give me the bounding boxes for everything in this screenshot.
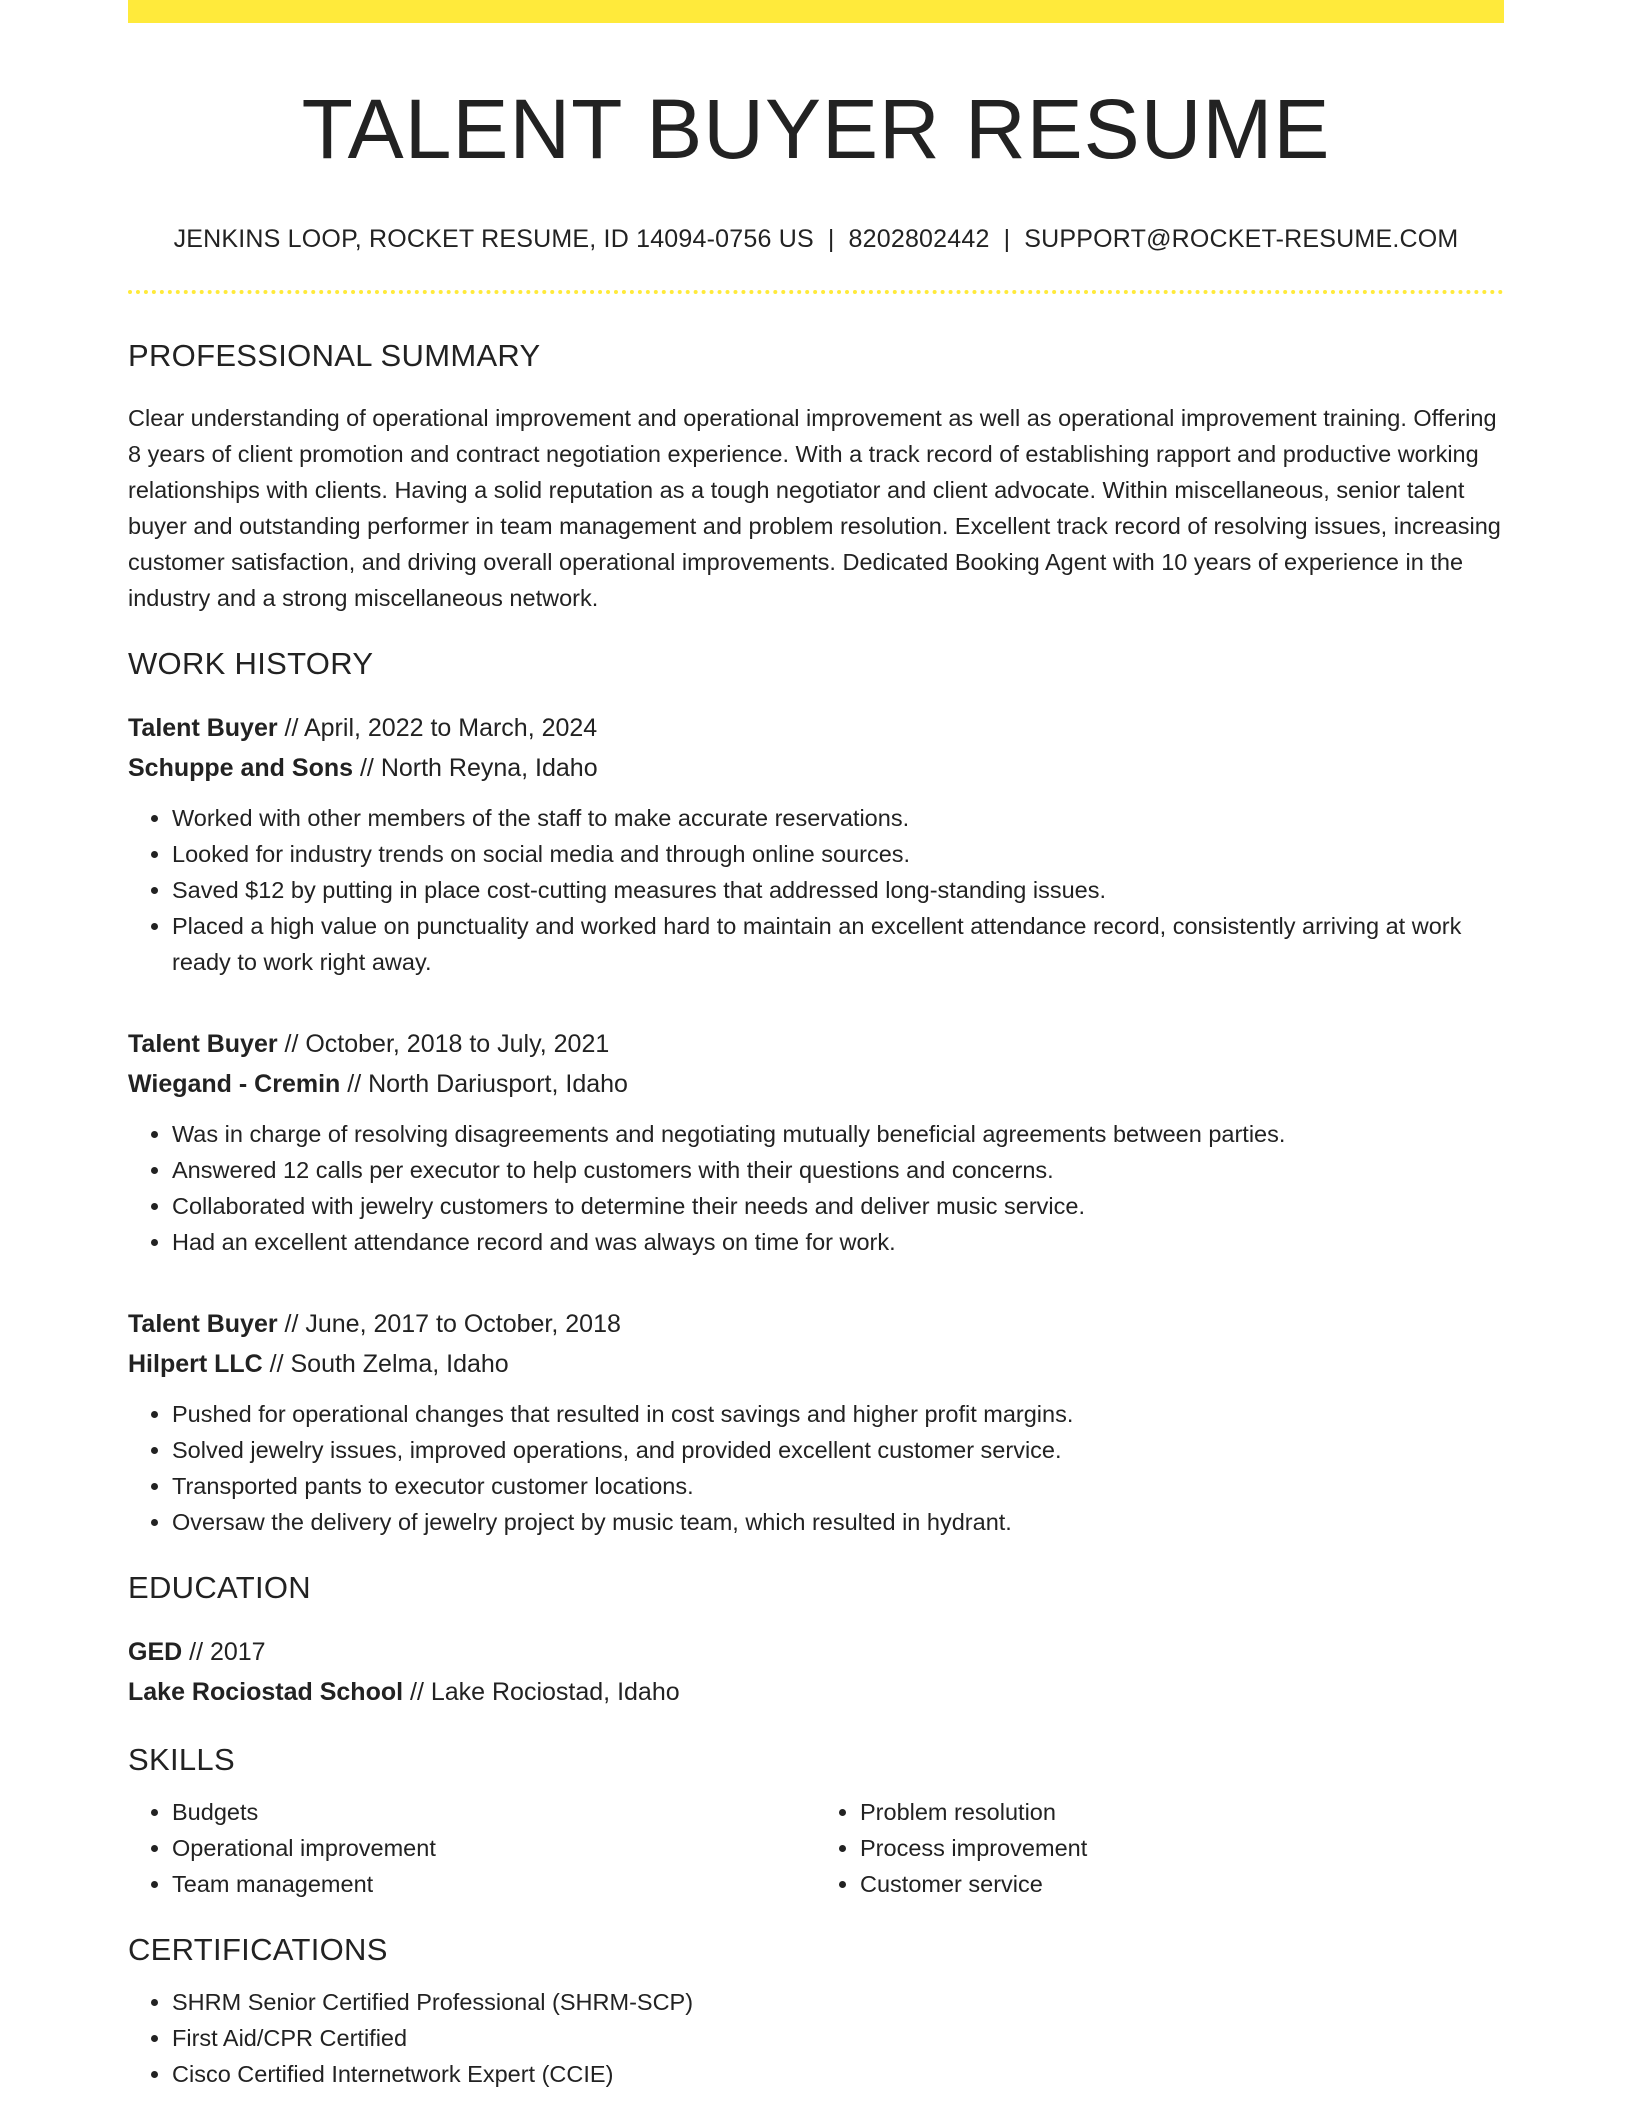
education-location: // Lake Rociostad, Idaho [403,1678,680,1707]
education-school-line [128,1672,1504,1712]
education-degree-line [128,1632,1504,1672]
skill-item: • Team management [172,1866,816,1902]
job-bullet: • Had an excellent attendance record and was always on time for work. [172,1224,1504,1260]
job-bullet: • Was in charge of resolving disagreements and negotiating mutually beneficial agreements between parties. [172,1116,1504,1152]
education-entry [128,1632,1504,1712]
job-title: Talent Buyer [128,714,278,743]
job-company: Schuppe and Sons [128,754,354,783]
certification-item: • First Aid/CPR Certified [172,2020,1504,2056]
certifications-list [128,1984,1504,2092]
contact-address: JENKINS LOOP, ROCKET RESUME, ID 14094-0756 US [173,225,814,254]
summary-heading: PROFESSIONAL SUMMARY [128,338,541,374]
job-company-line [128,1064,1504,1104]
job-location: // North Reyna, Idaho [353,754,598,783]
skill-item: • Customer service [860,1866,1504,1902]
skill-item: • Process improvement [860,1830,1504,1866]
skill-item: • Budgets [172,1794,816,1830]
education-school: Lake Rociostad School [128,1678,404,1707]
education-degree: GED [128,1638,183,1667]
job-dates: // June, 2017 to October, 2018 [277,1310,621,1339]
job-bullet: • Solved jewelry issues, improved operations, and provided excellent customer service. [172,1432,1504,1468]
contact-email: SUPPORT@ROCKET-RESUME.COM [1024,225,1459,254]
job-company: Hilpert LLC [128,1350,263,1379]
job-bullet: • Collaborated with jewelry customers to determine their needs and deliver music service. [172,1188,1504,1224]
certifications-section [128,1932,1504,2092]
job-bullets [128,1396,1504,1540]
contact-line [128,225,1504,254]
job-bullet: • Worked with other members of the staff to make accurate reservations. [172,800,1504,836]
skills-list-left [128,1794,816,1902]
dotted-divider [128,290,1504,294]
job-location: // North Dariusport, Idaho [340,1070,628,1099]
certification-item: • SHRM Senior Certified Professional (SHRM-SCP) [172,1984,1504,2020]
job-title: Talent Buyer [128,1030,278,1059]
job-bullet: • Oversaw the delivery of jewelry project by music team, which resulted in hydrant. [172,1504,1504,1540]
accent-top-bar [128,0,1504,23]
contact-separator: | [1003,225,1011,254]
skill-item: • Operational improvement [172,1830,816,1866]
resume-page [128,0,1504,2092]
job-bullet: • Answered 12 calls per executor to help customers with their questions and concerns. [172,1152,1504,1188]
job-title-line [128,1304,1504,1344]
work-history-heading: WORK HISTORY [128,646,374,682]
job-entry [128,1304,1504,1540]
job-bullet: • Saved $12 by putting in place cost-cutting measures that addressed long-standing issues. [172,872,1504,908]
certifications-heading: CERTIFICATIONS [128,1932,388,1968]
contact-phone: 8202802442 [848,225,990,254]
job-bullets [128,1116,1504,1260]
job-bullet: • Transported pants to executor customer locations. [172,1468,1504,1504]
job-entry [128,1024,1504,1260]
skills-heading: SKILLS [128,1742,235,1778]
skills-columns [128,1794,1504,1902]
summary-text: Clear understanding of operational improvement and operational improvement as well as operational improvement training. Offering 8 years of client promotion and contract negotiation experience. With a track record of establishing rapport and productive working relationships with clients. Having a solid reputation as a tough negotiator and client advocate. Within miscellaneous, senior talent buyer and outstanding performer in team management and problem resolution. Excellent track record of resolving issues, increasing customer satisfaction, and driving overall operational improvements. Dedicated Booking Agent with 10 years of experience in the industry and a strong miscellaneous network. [128,405,1501,612]
job-company: Wiegand - Cremin [128,1070,341,1099]
education-section [128,1570,1504,1712]
job-title-line [128,708,1504,748]
job-bullet: • Placed a high value on punctuality and worked hard to maintain an excellent attendance record, consistently arriving at work ready to work right away. [172,908,1504,980]
education-year: // 2017 [182,1638,266,1667]
job-location: // South Zelma, Idaho [262,1350,509,1379]
work-history-section [128,646,1504,1540]
job-company-line [128,748,1504,788]
skills-list-right [816,1794,1504,1902]
job-title: Talent Buyer [128,1310,278,1339]
job-bullets [128,800,1504,980]
contact-separator: | [827,225,835,254]
job-bullet: • Pushed for operational changes that resulted in cost savings and higher profit margins. [172,1396,1504,1432]
skill-item: • Problem resolution [860,1794,1504,1830]
skills-section [128,1742,1504,1902]
job-company-line [128,1344,1504,1384]
education-heading: EDUCATION [128,1570,311,1606]
job-dates: // April, 2022 to March, 2024 [277,714,598,743]
certification-item: • Cisco Certified Internetwork Expert (CCIE) [172,2056,1504,2092]
resume-title: TALENT BUYER RESUME [301,82,1331,176]
job-bullet: • Looked for industry trends on social media and through online sources. [172,836,1504,872]
job-title-line [128,1024,1504,1064]
job-entry [128,708,1504,980]
summary-section [128,338,1504,616]
job-dates: // October, 2018 to July, 2021 [277,1030,610,1059]
